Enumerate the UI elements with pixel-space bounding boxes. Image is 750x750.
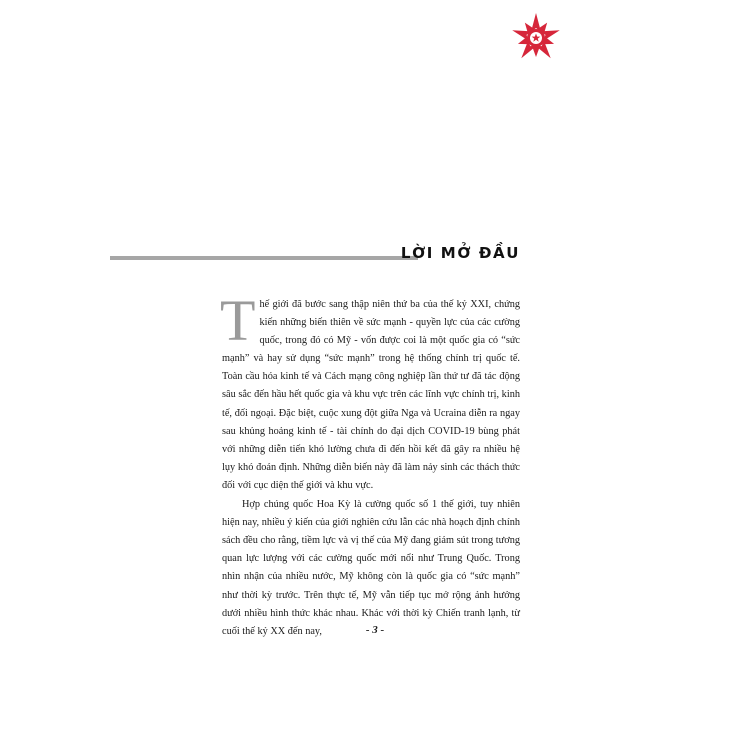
heading-rule [110,256,418,260]
page-title: LỜI MỞ ĐẦU [400,244,520,262]
chapter-heading [110,244,520,268]
paragraph-2: Hợp chúng quốc Hoa Kỳ là cường quốc số 1 thế giới, tuy nhiên hiện nay, nhiều ý kiến của giới nghiên cứu lẫn các nhà hoạch định chính sách đều cho rằng, tiềm lực và vị thế của Mỹ đang giảm sút trong tương quan lực lượng với các cường quốc mới nổi như Trung Quốc. Trong nhìn nhận của nhiều nước, Mỹ không còn là quốc gia có “sức mạnh” như thời kỳ trước. Trên thực tế, Mỹ vẫn tiếp tục mở rộng ảnh hưởng dưới nhiều hình thức khác nhau. Khác với thời kỳ Chiến tranh lạnh, từ cuối thế kỷ XX đến nay, [222,499,520,637]
paragraph-1 [220,288,520,495]
paragraph-1-text: hế giới đã bước sang thập niên thứ ba của thế kỷ XXI, chứng kiến những biến thiên về sức mạnh - quyền lực của các cường quốc, trong đó có Mỹ - vốn được coi là một quốc gia có “sức mạnh” và hay sử dụng “sức mạnh” trong hệ thống chính trị quốc tế. Toàn cầu hóa kinh tế và Cách mạng công nghiệp lần thứ tư đã tác động sâu sắc đến hầu hết quốc gia và khu vực trên các lĩnh vực chính trị, kinh tế, đối ngoại. Đặc biệt, cuộc xung đột giữa Nga và Ucraina diễn ra ngay sau khủng hoảng kinh tế - tài chính do đại dịch COVID-19 bùng phát với những diễn tiến khó lường chưa đi đến hồi kết đã gây ra nhiều hệ lụy khó đoán định. Những diễn biến này đã làm nảy sinh các thách thức đối với cục diện thế giới và khu vực. [222,299,520,491]
drop-cap: T [220,288,256,353]
page-number: - 3 - [365,624,385,636]
red-star-emblem-icon [510,12,562,64]
body-text [220,288,520,641]
